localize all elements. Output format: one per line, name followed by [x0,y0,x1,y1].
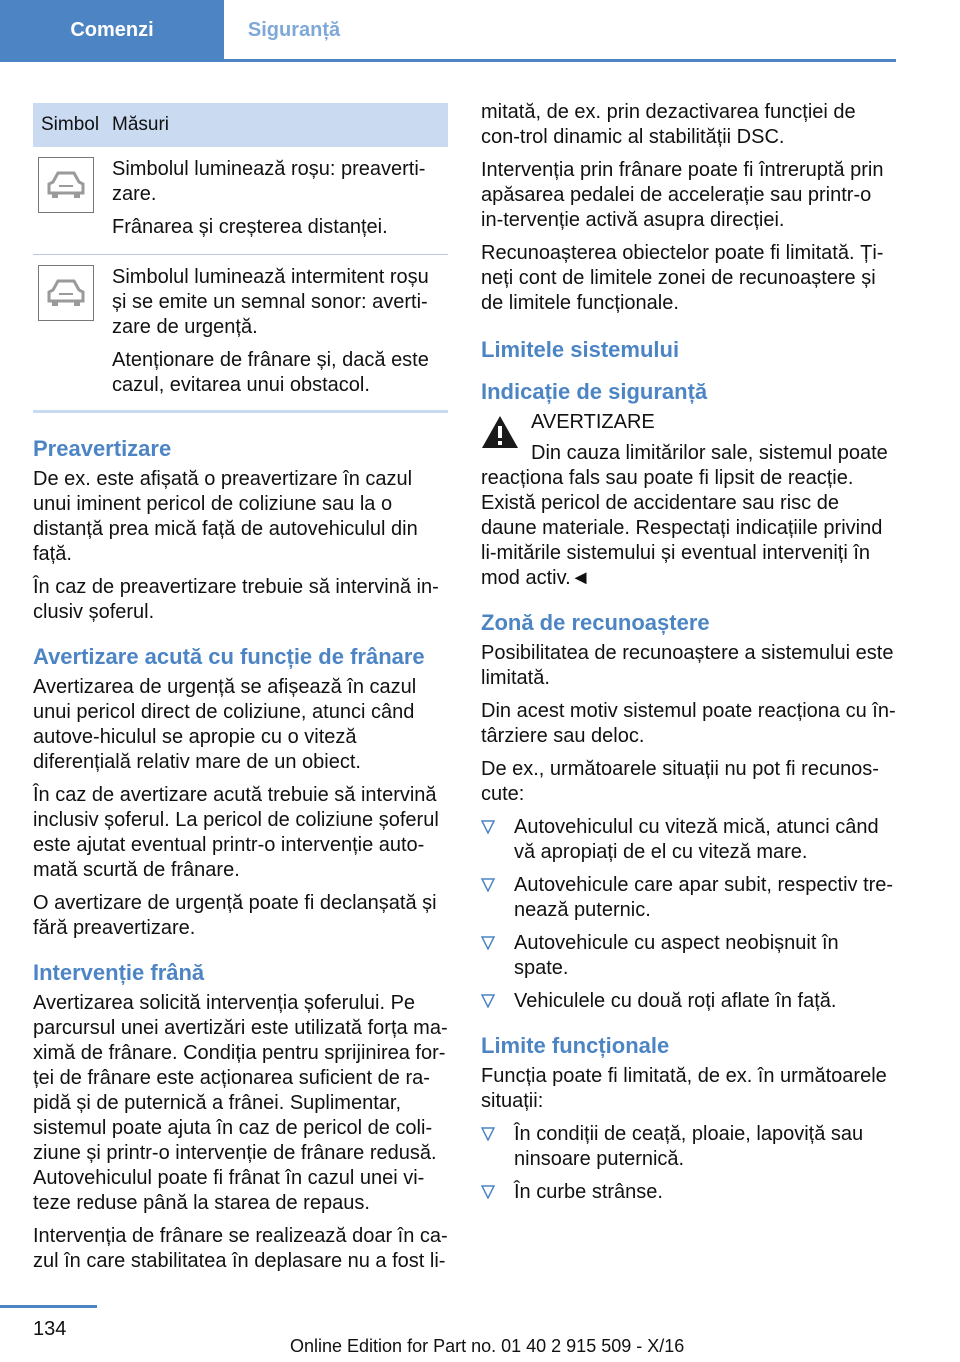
bullet-triangle-icon [481,936,495,950]
paragraph: Avertizarea solicită intervenția șoferului. Pe parcursul unei avertizări este utilizată forța ma-ximă de frânare. Condiția pentru sprijinirea for-ței de frânare este acționarea suficient de ra-pidă și de puternică a frânei. Suplimentar, sistemul poate ajuta în caz de pericol de coli-ziune și printr-o intervenție de frânare redusă. Autovehiculul poate fi frânat în cazul unei vi-teze reduse până la starea de repaus. [33,992,448,1214]
row1-text-2: Frânarea și creșterea distanței. [112,216,388,238]
heading-indicatie-siguranta: Indicație de siguranță [481,379,708,404]
footer-divider [0,1305,97,1308]
paragraph: În caz de avertizare acută trebuie să intervină inclusiv șoferul. La pericol de coliziune șoferul este ajutat eventual printr-o intervenție auto-mată scurtă de frânare. [33,784,439,881]
paragraph: Posibilitatea de recunoaștere a sistemului este limitată. [481,642,894,689]
car-warning-icon [38,157,94,213]
row2-text-1: Simbolul luminează intermitent roșu și se emite un semnal sonor: averti-zare de urgență. [112,266,429,338]
paragraph: Intervenția de frânare se realizează doar în ca-zul în care stabilitatea în deplasare nu a fost li- [33,1225,448,1272]
bullet-triangle-icon [481,1127,495,1141]
list-item: Autovehicule care apar subit, respectiv tre-nează puternic. [481,873,896,923]
right-column [481,100,896,1213]
heading-avertizare-acuta: Avertizare acută cu funcție de frânare [33,644,425,669]
paragraph: Din acest motiv sistemul poate reacționa cu în-târziere sau deloc. [481,700,896,747]
paragraph: Recunoașterea obiectelor poate fi limitată. Ți-neți cont de limitele zonei de recunoaștere și de limitele funcționale. [481,242,884,314]
paragraph: O avertizare de urgență poate fi declanșată și fără preavertizare. [33,892,437,939]
paragraph: Funcția poate fi limitată, de ex. în următoarele situații: [481,1065,887,1112]
top-navigation [0,0,896,62]
row2-text-2: Atenționare de frânare și, dacă este cazul, evitarea unui obstacol. [112,349,429,396]
heading-limitele-sistemului: Limitele sistemului [481,337,680,362]
functional-list [481,1122,896,1205]
table-header-symbol: Simbol [33,103,112,147]
list-item: În condiții de ceață, ploaie, lapoviță sau ninsoare puternică. [481,1122,896,1172]
tab-comenzi[interactable]: Comenzi [0,0,224,60]
warning-block [481,410,896,591]
list-item: Vehiculele cu două roți aflate în față. [481,989,896,1014]
heading-preavertizare: Preavertizare [33,436,172,461]
heading-limite-functionale: Limite funcționale [481,1033,670,1058]
heading-zona-recunoastere: Zonă de recunoaștere [481,610,710,635]
heading-interventie-frana: Intervenție frână [33,960,205,985]
bullet-triangle-icon [481,878,495,892]
bullet-triangle-icon [481,1185,495,1199]
list-item: Autovehiculul cu viteză mică, atunci când vă apropiați de el cu viteză mare. [481,815,896,865]
paragraph: mitată, de ex. prin dezactivarea funcției de con-trol dinamic al stabilității DSC. [481,101,856,148]
edition-footer: Online Edition for Part no. 01 40 2 915 509 - X/16 [290,1336,685,1356]
paragraph: Intervenția prin frânare poate fi întreruptă prin apăsarea pedalei de accelerație sau printr-o in-tervenție activă asupra direcției. [481,159,884,231]
warning-text: Din cauza limitărilor sale, sistemul poate reacționa fals sau poate fi lipsit de reacție. Există pericol de accidentare sau risc de daune materiale. Respectați indicațiile privind li-mitările sistemului și eventual interveniți în mod activ.◄ [481,442,888,589]
paragraph: De ex. este afișată o preavertizare în cazul unui iminent pericol de coliziune sau la o distanță prea mică față de autovehiculul din față. [33,468,418,565]
table-row [33,147,448,255]
paragraph: În caz de preavertizare trebuie să intervină in-clusiv șoferul. [33,576,439,623]
page-number: 134 [33,1318,67,1340]
list-item: Autovehicule cu aspect neobișnuit în spate. [481,931,896,981]
car-warning-icon [38,265,94,321]
row1-text-1: Simbolul luminează roșu: preaverti-zare. [112,158,426,205]
table-row [33,255,448,412]
warning-triangle-icon [481,414,519,450]
tab-siguranta[interactable]: Siguranță [247,19,341,41]
paragraph: De ex., următoarele situații nu pot fi recunos-cute: [481,758,879,805]
symbol-table [33,103,448,413]
left-column [33,103,448,1282]
list-item: În curbe strânse. [481,1180,896,1205]
paragraph: Avertizarea de urgență se afișează în cazul unui pericol direct de coliziune, atunci când autove-hiculul se apropie cu o viteză diferențială relativ mare de un obiect. [33,676,417,773]
bullet-triangle-icon [481,820,495,834]
warning-title: AVERTIZARE [531,411,655,433]
table-header-measures: Măsuri [112,103,448,147]
bullet-triangle-icon [481,994,495,1008]
zone-list [481,815,896,1014]
